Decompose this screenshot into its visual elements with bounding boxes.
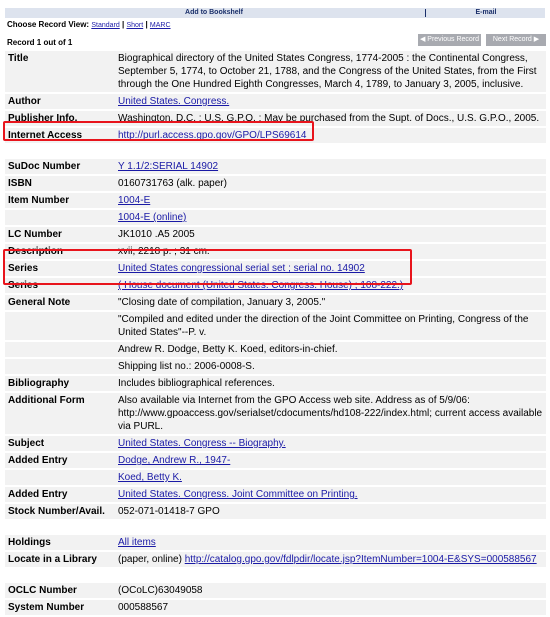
- item-number-online-link[interactable]: 1004-E (online): [118, 212, 187, 223]
- field-label: Locate in a Library: [5, 552, 115, 567]
- internet-access-link[interactable]: http://purl.access.gpo.gov/GPO/LPS69614: [118, 130, 307, 141]
- field-author: [5, 94, 546, 109]
- field-label: Internet Access: [5, 128, 115, 143]
- field-isbn: [5, 176, 546, 191]
- record-position: Record 1 out of 1: [7, 38, 73, 47]
- field-label: System Number: [5, 600, 115, 615]
- series-link[interactable]: ( House document (United States. Congress. House) ; 108-222.): [118, 280, 404, 291]
- field-label: Author: [5, 94, 115, 109]
- field-stock-number: [5, 504, 546, 519]
- view-separator: |: [121, 20, 125, 29]
- field-value: "Compiled and edited under the direction of the Joint Committee on Printing, Congress of the United States"--P. v.: [115, 312, 546, 340]
- highlight-series: [3, 249, 412, 285]
- field-label: Description: [5, 244, 115, 259]
- email-link[interactable]: E-mail: [475, 9, 497, 16]
- field-label: Title: [5, 51, 115, 92]
- field-general-note-3: [5, 342, 546, 357]
- field-value: JK1010 .A5 2005: [115, 227, 546, 242]
- field-label: LC Number: [5, 227, 115, 242]
- field-added-entry-1b: [5, 470, 546, 485]
- record-view-label: Choose Record View:: [7, 20, 90, 29]
- chevron-right-icon: ▶: [531, 36, 540, 43]
- field-label: Subject: [5, 436, 115, 451]
- field-label: Item Number: [5, 193, 115, 208]
- view-short-link[interactable]: Short: [126, 22, 144, 29]
- field-title: [5, 51, 546, 92]
- added-entry-link[interactable]: Koed, Betty K.: [118, 472, 182, 483]
- field-label: Stock Number/Avail.: [5, 504, 115, 519]
- chevron-left-icon: ◀: [419, 36, 428, 43]
- highlight-internet-access: [3, 121, 314, 141]
- field-value: (OCoLC)63049058: [115, 583, 546, 598]
- field-general-note-2: [5, 312, 546, 340]
- added-entry-link[interactable]: United States. Congress. Joint Committee on Printing.: [118, 489, 358, 500]
- field-locate: [5, 552, 546, 567]
- field-label: Series: [5, 278, 115, 293]
- field-value: Also available via Internet from the GPO Access web site. Address as of 5/9/06: http://www.gpoaccess.gov/serialset/cdocuments/hd108-222/index.html; current access available via PURL.: [115, 393, 546, 434]
- field-oclc: [5, 583, 546, 598]
- field-value: Includes bibliographical references.: [115, 376, 546, 391]
- field-value: "Closing date of compilation, January 3, 2005.": [115, 295, 546, 310]
- field-subject: [5, 436, 546, 451]
- field-label: Holdings: [5, 535, 115, 550]
- field-value: Andrew R. Dodge, Betty K. Koed, editors-in-chief.: [115, 342, 546, 357]
- holdings-link[interactable]: All items: [118, 537, 156, 548]
- field-bibliography: [5, 376, 546, 391]
- field-label: SuDoc Number: [5, 159, 115, 174]
- field-added-entry-2: [5, 487, 546, 502]
- field-value: 052-071-01418-7 GPO: [115, 504, 546, 519]
- previous-record-button[interactable]: ◀ Previous Record: [418, 34, 481, 46]
- field-value: Washington, D.C. : U.S. G.P.O. : May be purchased from the Supt. of Docs., U.S. G.P.O., 2005.: [115, 111, 546, 126]
- view-marc-link[interactable]: MARC: [149, 22, 171, 29]
- field-label: Added Entry: [5, 487, 115, 502]
- series-link[interactable]: United States congressional serial set ; serial no. 14902: [118, 263, 365, 274]
- toolbar-divider: [425, 9, 426, 17]
- subject-link[interactable]: United States. Congress -- Biography.: [118, 438, 286, 449]
- toolbar: [5, 8, 545, 18]
- field-additional-form: [5, 393, 546, 434]
- field-value: 000588567: [115, 600, 546, 615]
- field-label: Added Entry: [5, 453, 115, 468]
- field-item-number: [5, 193, 546, 208]
- field-general-note-4: [5, 359, 546, 374]
- field-value: Shipping list no.: 2006-0008-S.: [115, 359, 546, 374]
- field-value: Biographical directory of the United States Congress, 1774-2005 : the Continental Congress, September 5, 1774, to October 21, 1788, and the Congress of the United States, from the First through the One Hundred Eighth Congresses, March 4, 1789, to January 3, 2005, inclusive.: [115, 51, 546, 92]
- field-sudoc: [5, 159, 546, 174]
- locate-link[interactable]: http://catalog.gpo.gov/fdlpdir/locate.jsp?ItemNumber=1004-E&SYS=000588567: [184, 554, 537, 565]
- sudoc-link[interactable]: Y 1.1/2:SERIAL 14902: [118, 161, 219, 172]
- record-view-selector: [7, 20, 171, 29]
- field-value: 0160731763 (alk. paper): [115, 176, 546, 191]
- field-holdings: [5, 535, 546, 550]
- field-item-number-online: [5, 210, 546, 225]
- add-to-bookshelf-link[interactable]: Add to Bookshelf: [185, 9, 243, 16]
- author-link[interactable]: United States. Congress.: [118, 96, 230, 107]
- item-number-link[interactable]: 1004-E: [118, 195, 151, 206]
- field-label: ISBN: [5, 176, 115, 191]
- next-record-button[interactable]: Next Record ▶: [486, 34, 546, 46]
- locate-prefix: (paper, online): [118, 554, 185, 565]
- field-added-entry-1: [5, 453, 546, 468]
- field-label: Series: [5, 261, 115, 276]
- field-label: Publisher Info.: [5, 111, 115, 126]
- field-system-number: [5, 600, 546, 615]
- field-label: General Note: [5, 295, 115, 310]
- view-separator: |: [145, 20, 148, 29]
- field-lc-number: [5, 227, 546, 242]
- field-value: xvii, 2218 p. ; 31 cm.: [115, 244, 546, 259]
- added-entry-link[interactable]: Dodge, Andrew R., 1947-: [118, 455, 231, 466]
- field-label: Additional Form: [5, 393, 115, 434]
- field-general-note: [5, 295, 546, 310]
- field-label: Bibliography: [5, 376, 115, 391]
- view-standard-link[interactable]: Standard: [91, 22, 120, 29]
- field-label: OCLC Number: [5, 583, 115, 598]
